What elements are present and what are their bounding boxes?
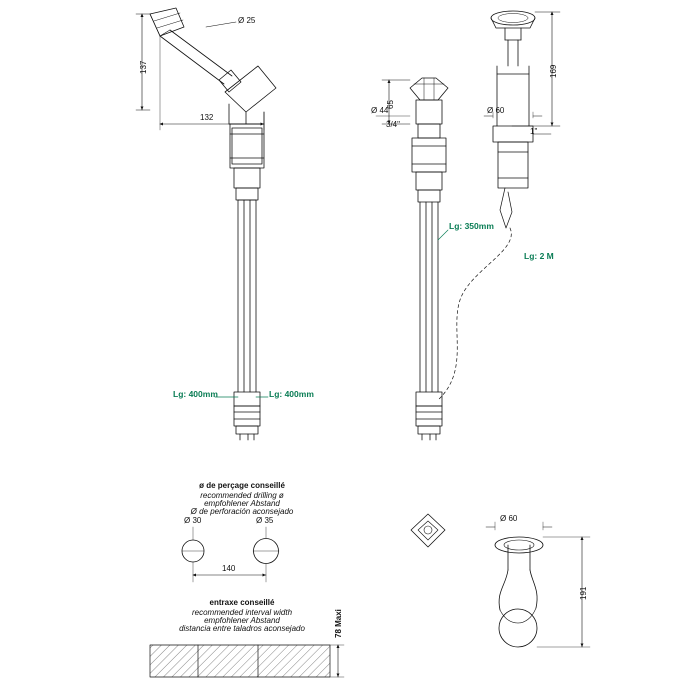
dim-thread-1: 1" (530, 127, 538, 136)
dim-169: 169 (549, 64, 558, 78)
interval-heading-en: recommended interval width (191, 608, 293, 617)
dim-140: 140 (222, 564, 236, 573)
note-lg400-left: Lg: 400mm (173, 389, 218, 399)
dim-dia60-bottom: Ø 60 (500, 514, 518, 523)
dim-dia25: Ø 25 (238, 16, 256, 25)
dim-thread-34: 3/4" (386, 120, 400, 129)
dim-132: 132 (200, 113, 214, 122)
dim-dia44: Ø 44 (371, 106, 389, 115)
note-lg2m: Lg: 2 M (524, 251, 554, 261)
dim-78-maxi: 78 Maxi (334, 609, 343, 638)
interval-heading-fr: entraxe conseillé (209, 598, 275, 607)
dim-dia30: Ø 30 (184, 516, 202, 525)
note-lg400-right: Lg: 400mm (269, 389, 314, 399)
interval-heading-de: empfohlener Abstand (204, 616, 280, 625)
interval-heading-es: distancia entre taladros aconsejado (179, 624, 305, 633)
dim-dia35: Ø 35 (256, 516, 274, 525)
note-lg350: Lg: 350mm (449, 221, 494, 231)
dim-137: 137 (139, 60, 148, 74)
drilling-heading-fr: ø de perçage conseillé (199, 481, 285, 490)
drilling-heading-es: Ø de perforación aconsejado (190, 507, 294, 516)
dim-65: 65 (386, 100, 395, 109)
drilling-heading-en: recommended drilling ø (200, 491, 284, 500)
drilling-heading-de: empfohlener Abstand (204, 499, 280, 508)
dim-191: 191 (579, 586, 588, 600)
dim-dia60: Ø 60 (487, 106, 505, 115)
